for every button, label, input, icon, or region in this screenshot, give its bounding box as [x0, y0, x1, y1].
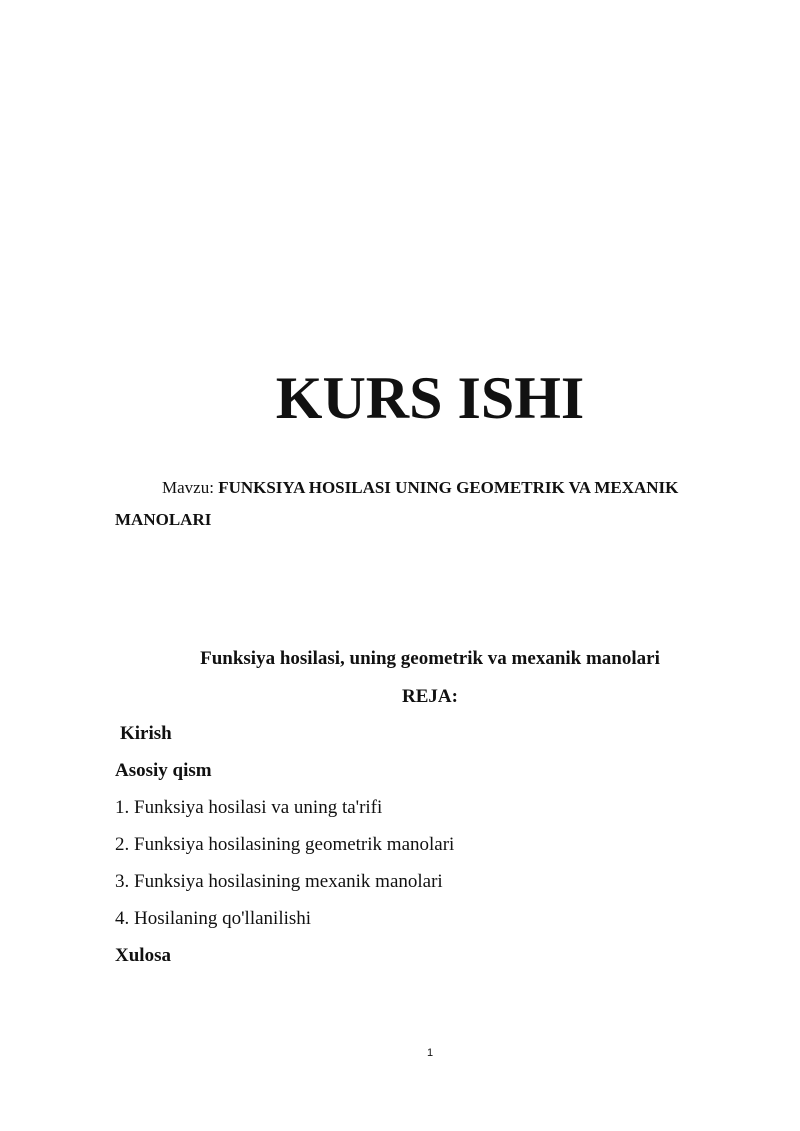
page-number: 1 [426, 1047, 434, 1059]
plan-list-item: 3. Funksiya hosilasining mexanik manolari [115, 871, 443, 892]
topic-paragraph [115, 472, 755, 536]
document-subtitle: Funksiya hosilasi, uning geometrik va mexanik manolari [200, 648, 660, 669]
plan-list-item: 4. Hosilaning qo'llanilishi [115, 908, 312, 929]
plan-heading: REJA: [402, 686, 458, 707]
plan-item-conclusion: Xulosa [115, 945, 171, 966]
plan-list-item: 1. Funksiya hosilasi va uning ta'rifi [115, 797, 383, 818]
plan-item-main-part: Asosiy qism [115, 760, 212, 781]
plan-item-intro: Kirish [120, 723, 172, 744]
plan-list-item: 2. Funksiya hosilasining geometrik manolari [115, 834, 455, 855]
topic-label: Mavzu: [162, 478, 219, 497]
topic-text: FUNKSIYA HOSILASI UNING GEOMETRIK VA MEXANIK MANOLARI [115, 478, 679, 529]
document-title: KURS ISHI [275, 365, 585, 431]
